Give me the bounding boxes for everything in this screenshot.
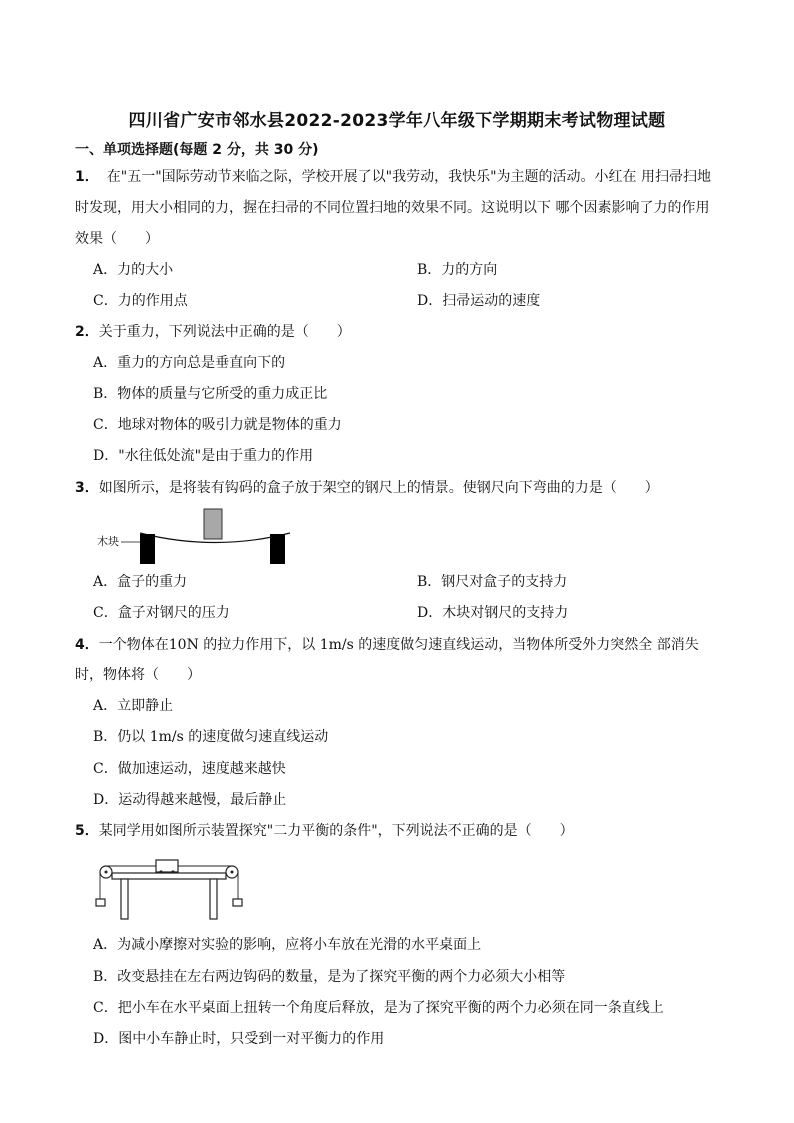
question-5-option-b[interactable]: B．改变悬挂在左右两边钩码的数量，是为了探究平衡的两个力必须大小相等: [93, 969, 566, 985]
table-top: [112, 873, 226, 879]
question-1-option-c[interactable]: C．力的作用点: [93, 293, 188, 309]
question-3-option-c[interactable]: C．盒子对钢尺的压力: [93, 605, 230, 621]
question-2-option-a[interactable]: A．重力的方向总是垂直向下的: [93, 355, 286, 371]
question-2-option-c[interactable]: C．地球对物体的吸引力就是物体的重力: [93, 417, 342, 433]
left-wood-block: [140, 534, 155, 564]
question-number: 3．: [75, 480, 99, 496]
cart: [156, 860, 178, 872]
section-title: 一、单项选择题(每题 2 分，共 30 分): [75, 142, 319, 158]
question-5-option-c[interactable]: C．把小车在水平桌面上扭转一个角度后释放，是为了探究平衡的两个力必须在同一条直线上: [93, 1000, 664, 1016]
question-3-option-b[interactable]: B．钢尺对盒子的支持力: [417, 574, 568, 590]
hook-weight-right: [233, 899, 242, 906]
question-number: 2．: [75, 324, 99, 340]
question-text: 一个物体在10N 的拉力作用下，以 1m/s 的速度做匀速直线运动，当物体所受外力突然全 部消失: [98, 637, 699, 653]
question-4-option-a[interactable]: A．立即静止: [93, 698, 174, 714]
question-5-line-1: [75, 822, 574, 840]
question-text: 在"五一"国际劳动节来临之际，学校开展了以"我劳动，我快乐"为主题的活动。小红在 用扫帚扫地: [106, 169, 711, 185]
table-leg-right: [210, 879, 217, 919]
question-5-option-d[interactable]: D．图中小车静止时，只受到一对平衡力的作用: [93, 1031, 385, 1047]
question-1-option-d[interactable]: D．扫帚运动的速度: [417, 293, 541, 309]
question-number: 5．: [75, 823, 99, 839]
question-5-option-a[interactable]: A．为减小摩擦对实验的影响，应将小车放在光滑的水平桌面上: [93, 937, 482, 953]
question-1-line-3: 效果（ ）: [75, 231, 159, 247]
question-1-line-2: 时发现，用大小相同的力，握在扫帚的不同位置扫地的效果不同。这说明以下 哪个因素影响了力的作用: [75, 200, 710, 216]
hook-weight-left: [96, 899, 105, 906]
question-2-option-b[interactable]: B．物体的质量与它所受的重力成正比: [93, 386, 328, 402]
question-1-option-b[interactable]: B．力的方向: [417, 262, 498, 278]
pulley-axle: [231, 871, 234, 874]
question-4-option-c[interactable]: C．做加速运动，速度越来越快: [93, 761, 286, 777]
question-number: 1．: [75, 169, 99, 185]
cart-wheel: [159, 870, 162, 873]
question-3-option-d[interactable]: D．木块对钢尺的支持力: [417, 605, 569, 621]
ruler-box-figure: [95, 506, 295, 566]
question-number: 4．: [75, 637, 99, 653]
question-text: 关于重力，下列说法中正确的是（ ）: [98, 324, 351, 340]
wood-block-label: 木块: [97, 535, 119, 548]
question-2-line-1: [75, 323, 351, 341]
question-4-line-1: [75, 636, 699, 654]
right-wood-block: [270, 534, 285, 564]
question-4-option-d[interactable]: D．运动得越来越慢，最后静止: [93, 792, 287, 808]
question-3-line-1: [75, 479, 659, 497]
question-4-line-2: 时，物体将（ ）: [75, 667, 201, 683]
question-1-line-1: [75, 168, 711, 186]
question-text: 某同学用如图所示装置探究"二力平衡的条件"，下列说法不正确的是（ ）: [98, 823, 574, 839]
table-leg-left: [121, 879, 128, 919]
question-3-option-a[interactable]: A．盒子的重力: [93, 574, 188, 590]
question-4-option-b[interactable]: B．仍以 1m/s 的速度做匀速直线运动: [93, 729, 329, 745]
two-force-balance-figure: [94, 855, 244, 923]
cart-wheel: [171, 870, 174, 873]
page-title: 四川省广安市邻水县2022-2023学年八年级下学期期末考试物理试题: [128, 111, 666, 131]
pulley-axle: [105, 871, 108, 874]
box: [204, 509, 222, 539]
question-1-option-a[interactable]: A．力的大小: [93, 262, 174, 278]
question-text: 如图所示，是将装有钩码的盒子放于架空的钢尺上的情景。使钢尺向下弯曲的力是（ ）: [98, 480, 659, 496]
question-2-option-d[interactable]: D．"水往低处流"是由于重力的作用: [93, 448, 314, 464]
